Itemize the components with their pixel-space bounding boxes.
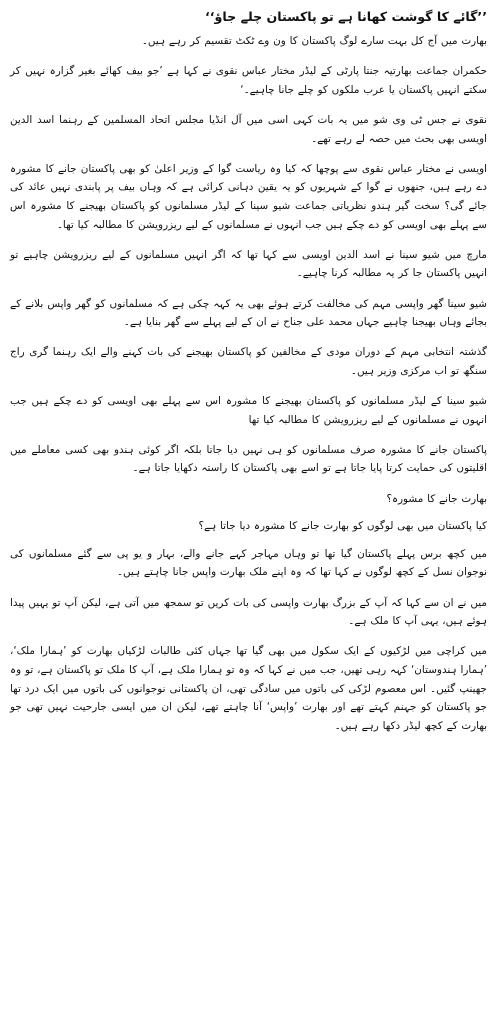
article-paragraph: اویسی نے مختار عباس نقوی سے پوچھا کہ کیا وہ ریاست گوا کے وزیر اعلیٰ کو بھی پاکستان جانے کا مشورہ دے رہے ہیں، جنھوں نے گوا کے شہریوں کو یہ یقین دہانی کرائی ہے کہ وہاں بیف پر پابندی نہیں عائد کی جائے گی؟ سخت گیر ہندو نظریاتی جماعت شیو سینا کے لیڈر مسلمانوں کو پاکستان بھیجنے کا مشورہ اس سے پہلے بھی اویسی کو دے چکے ہیں جب انہوں نے مسلمانوں کے لیے ریزرویشن کا مطالبہ کیا تھا۔ — [10, 162, 487, 231]
article-subheading: بھارت جانے کا مشورہ؟ — [386, 492, 487, 505]
article-paragraph: بھارت میں آج کل بہت سارے لوگ پاکستان کا ون وے ٹکٹ تقسیم کر رہے ہیں۔ — [141, 35, 487, 47]
article-paragraph: میں نے ان سے کہا کہ آپ کے بزرگ بھارت واپسی کی بات کریں تو سمجھ میں آتی ہے، لیکن آپ تو یہیں پیدا ہوئے ہیں، یہی آپ کا ملک ہے۔ — [10, 596, 487, 628]
article-paragraph: مارچ میں شیو سینا نے اسد الدین اویسی سے کہا تھا کہ اگر انہیں مسلمانوں کے لیے ریزرویشن چاہیے تو انہیں پاکستان جا کر یہ مطالبہ کرنا چاہیے۔ — [10, 248, 487, 280]
article-paragraph: شیو سینا گھر واپسی مہم کی مخالفت کرتے ہوئے بھی یہ کہہ چکی ہے کہ مسلمانوں کو گھر واپس بلانے کے بجائے وہاں بھیجنا چاہیے جہاں محمد علی جناح نے ان کے لیے پہلے سے گھر بنایا ہے۔ — [10, 297, 487, 329]
article-paragraph: حکمران جماعت بھارتیہ جنتا پارٹی کے لیڈر مختار عباس نقوی نے کہا ہے ’جو بیف کھائے بغیر گزارہ نہیں کر سکتے انہیں پاکستان یا عرب ملکوں کو چلے جانا چاہیے۔‘ — [10, 65, 487, 96]
article-paragraph: شیو سینا کے لیڈر مسلمانوں کو پاکستان بھیجنے کا مشورہ اس سے پہلے بھی اویسی کو دے چکے ہیں جب انہوں نے مسلمانوں کے لیے ریزرویشن کا مطالبہ کیا تھا — [10, 395, 487, 426]
article-paragraph: نقوی نے جس ٹی وی شو میں یہ بات کہی اسی میں آل انڈیا مجلس اتحاد المسلمین کے رہنما اسد الدین اویسی بھی بحث میں حصہ لے رہے تھے۔ — [10, 113, 487, 145]
article-paragraph: گذشتہ انتخابی مہم کے دوران مودی کے مخالفین کو پاکستان بھیجنے کی بات کہنے والے ایک رہنما گری راج سنگھ تو اب مرکزی وزیر ہیں۔ — [10, 346, 487, 377]
article-paragraph: میں کچھ برس پہلے پاکستان گیا تھا تو وہاں مہاجر کہے جانے والے، بہار و یو پی سے گئے مسلمانوں کی نوجوان نسل کے کچھ لوگوں نے کہا تھا کہ وہ اپنے ملک بھارت واپس جانا چاہتے ہیں۔ — [10, 547, 487, 579]
article-question: کیا پاکستان میں بھی لوگوں کو بھارت جانے کا مشورہ دیا جاتا ہے؟ — [198, 520, 487, 533]
article-paragraph: میں کراچی میں لڑکیوں کے ایک سکول میں بھی گیا تھا جہاں کئی طالبات لڑکیاں بھارت کو ’ہمارا ملک‘، ’ہمارا ہندوستان‘ کہہ رہی تھیں، جب میں نے کہا کہ وہ تو ہمارا ملک ہے، آپ کا ملک تو پاکستان ہے، تو وہ جھینپ گئیں۔ اس معصوم لڑکی کی باتوں میں سادگی تھی، ان پاکستانی نوجوانوں کی باتوں میں ایک درد تھا جو پاکستان کو جہنم کہتے تھے اور بھارت ’واپس‘ آنا چاہتے تھے، لیکن ان میں ایسی جارحیت نہیں تھی جو بھارت کے کچھ لیڈر دکھا رہے ہیں۔ — [10, 645, 487, 732]
article-paragraph: پاکستان جانے کا مشورہ صرف مسلمانوں کو ہی نہیں دیا جاتا بلکہ اگر کوئی ہندو بھی کسی معاملے میں اقلیتوں کی حمایت کرتا پایا جاتا ہے تو اسے بھی پاکستان کا راستہ دکھایا جاتا ہے۔ — [10, 443, 487, 475]
article-title: ’’گائے کا گوشت کھانا ہے تو پاکستان چلے جاؤ‘‘ — [204, 9, 487, 24]
